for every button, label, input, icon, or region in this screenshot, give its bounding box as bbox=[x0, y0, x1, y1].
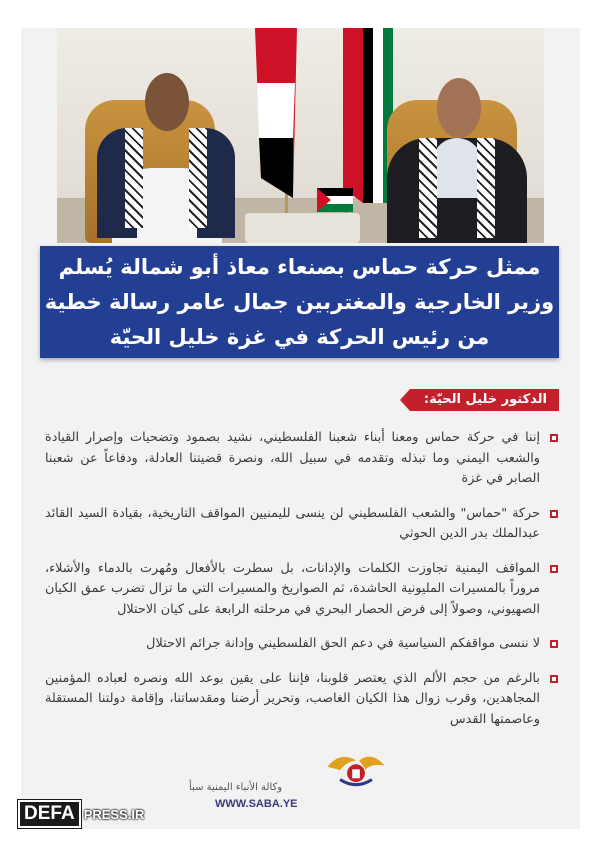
yemen-flag bbox=[255, 28, 297, 198]
bullet-text: المواقف اليمنية تجاوزت الكلمات والإدانات، بل سطرت بالأفعال ومُهرت بالدماء والأشلاء، مروراً بالمسيرات المليونية الحاشدة، ثم الصواريخ والمسيرات التي ما تزال تضرب عمق الكيان الصهيوني، وصولاً إلى فرض الحصار البحري في مرحلته الرابعة على كيان الاحتلال bbox=[45, 560, 540, 617]
headline-box bbox=[40, 246, 559, 358]
quote-list bbox=[45, 428, 560, 744]
headline-line-1: ممثل حركة حماس بصنعاء معاذ أبو شمالة يُسلم bbox=[58, 255, 541, 279]
bullet-square-icon bbox=[550, 565, 558, 573]
list-item bbox=[45, 559, 560, 621]
bullet-text: لا ننسى مواقفكم السياسية في دعم الحق الفلسطيني وإدانة جرائم الاحتلال bbox=[146, 636, 540, 651]
bullet-text: بالرغم من حجم الألم الذي يعتصر قلوبنا، فإننا على يقين بوعد الله ونصره لعباده المؤمنين المجاهدين، وقرب زوال هذا الكيان الغاصب، وتحرير أرضنا ومقدساتنا، وإقامة دولتنا المستقلة وعاصمتها القدس bbox=[45, 670, 540, 727]
bullet-square-icon bbox=[550, 640, 558, 648]
speaker-label: الدكتور خليل الحيّة: bbox=[410, 389, 559, 411]
bullet-square-icon bbox=[550, 434, 558, 442]
bullet-text: حركة "حماس" والشعب الفلسطيني لن ينسى لليمنيين المواقف التاريخية، بقيادة السيد القائد عبدالملك بدر الدين الحوثي bbox=[45, 505, 540, 541]
source-name: وكالة الأنباء اليمنية سبأ bbox=[189, 782, 283, 793]
list-item bbox=[45, 634, 560, 655]
watermark-rest-text: PRESS.IR bbox=[83, 806, 145, 822]
meeting-photo bbox=[57, 28, 544, 243]
headline-line-3: من رئيس الحركة في غزة خليل الحيّة bbox=[109, 325, 490, 349]
watermark-box-text: DEFA bbox=[18, 800, 81, 828]
defapress-watermark bbox=[18, 802, 144, 826]
bullet-square-icon bbox=[550, 675, 558, 683]
news-card bbox=[21, 28, 580, 829]
headline-line-2: وزير الخارجية والمغتربين جمال عامر رسالة خطية bbox=[44, 290, 555, 314]
bullet-text: إننا في حركة حماس ومعنا أبناء شعبنا الفلسطيني، نشيد بصمود وتضحيات وإصرار القيادة والشعب اليمني وما تبذله وتقدمه في سبيل الله، ونصرة قضيتنا العادلة، ودفاعاً عن شعبنا الصابر في غزة bbox=[45, 430, 540, 486]
list-item bbox=[45, 669, 560, 731]
list-item bbox=[45, 504, 560, 545]
table-flag-palestine bbox=[317, 188, 353, 212]
bullet-square-icon bbox=[550, 510, 558, 518]
list-item bbox=[45, 428, 560, 490]
palestine-flag bbox=[343, 28, 393, 203]
source-url: WWW.SABA.YE bbox=[215, 798, 298, 810]
saba-logo-icon bbox=[321, 740, 391, 800]
